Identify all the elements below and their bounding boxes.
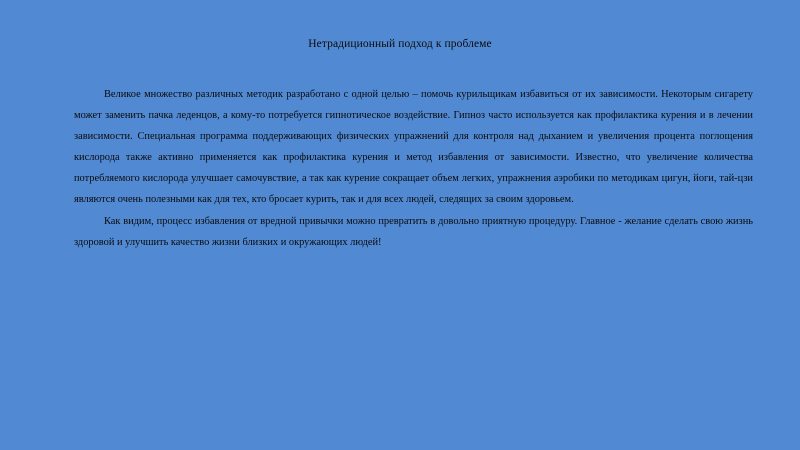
slide-title: Нетрадиционный подход к проблеме xyxy=(308,38,492,50)
slide-body xyxy=(74,84,753,254)
paragraph-2: Как видим, процесс избавления от вредной привычки можно превратить в довольно приятную процедуру. Главное - желание сделать свою жизнь здоровой и улучшить качество жизни близких и окружающих людей! xyxy=(74,216,753,248)
paragraph-1: Великое множество различных методик разработано с одной целью – помочь курильщикам избавиться от их зависимости. Некоторым сигарету может заменить пачка леденцов, а кому-то потребуется гипнотическое воздействие. Гипноз часто используется как профилактика курения и в лечении зависимости. Специальная программа поддерживающих физических упражнений для контроля над дыханием и увеличения процента поглощения кислорода также активно применяется как профилактика курения и метод избавления от зависимости. Известно, что увеличение количества потребляемого кислорода улучшает самочувствие, а так как курение сокращает объем легких, упражнения аэробики по методикам цигун, йоги, тай-цзи являются очень полезными как для тех, кто бросает курить, так и для всех людей, следящих за своим здоровьем. xyxy=(74,89,753,205)
